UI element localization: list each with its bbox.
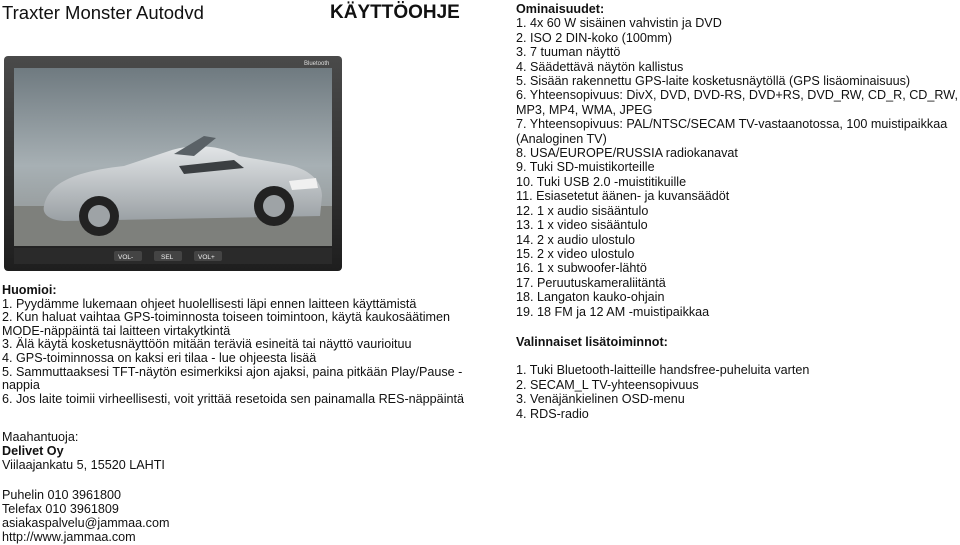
feature-item: 18. Langaton kauko-ohjain bbox=[516, 290, 665, 305]
brand-mark-label: Bluetooth bbox=[304, 61, 330, 67]
feature-item: 14. 2 x audio ulostulo bbox=[516, 232, 636, 247]
feature-item: 19. 18 FM ja 12 AM -muistipaikkaa bbox=[516, 304, 710, 319]
feature-item: 6. Yhteensopivuus: DivX, DVD, DVD-RS, DVD+RS, DVD_RW, CD_R, CD_RW, MP3, MP4, WMA, JPEG bbox=[516, 88, 958, 117]
feature-item: 10. Tuki USB 2.0 -muistitikuille bbox=[516, 174, 687, 189]
feature-item: 13. 1 x video sisääntulo bbox=[516, 218, 648, 233]
contact-phone: Puhelin 010 3961800 bbox=[2, 488, 122, 502]
feature-item: 12. 1 x audio sisääntulo bbox=[516, 203, 649, 218]
feature-item: 4. Säädettävä näytön kallistus bbox=[516, 59, 684, 74]
notes-item: 2. Kun haluat vaihtaa GPS-toiminnosta toiseen toimintoon, käytä kaukosäätimen MODE-näppäintä tai laitteen virtakytkintä bbox=[2, 310, 451, 338]
doc-heading: KÄYTTÖOHJE bbox=[330, 2, 460, 23]
vol-up-label: VOL+ bbox=[198, 254, 215, 261]
feature-item: 8. USA/EUROPE/RUSSIA radiokanavat bbox=[516, 146, 738, 161]
sel-label: SEL bbox=[161, 254, 174, 261]
optional-item: 1. Tuki Bluetooth-laitteille handsfree-puheluita varten bbox=[516, 363, 810, 378]
vol-down-label: VOL- bbox=[118, 254, 134, 261]
optional-item: 2. SECAM_L TV-yhteensopivuus bbox=[516, 377, 699, 392]
notes-item: 3. Älä käytä kosketusnäyttöön mitään teräviä esineitä tai näyttö vaurioituu bbox=[2, 337, 412, 352]
notes-item: 1. Pyydämme lukemaan ohjeet huolellisesti läpi ennen laitteen käyttämistä bbox=[2, 296, 417, 311]
feature-item: 15. 2 x video ulostulo bbox=[516, 246, 635, 261]
product-title: Traxter Monster Autodvd bbox=[2, 2, 204, 23]
notes-item: 6. Jos laite toimii virheellisesti, voit yrittää resetoida sen painamalla RES-näppäintä bbox=[2, 391, 464, 406]
notes-heading: Huomioi: bbox=[2, 283, 57, 297]
notes-section bbox=[2, 284, 492, 406]
importer-label: Maahantuoja: bbox=[2, 430, 79, 444]
notes-item: 5. Sammuttaaksesi TFT-näytön esimerkiksi ajon ajaksi, paina pitkään Play/Pause -nappia bbox=[2, 364, 463, 393]
optional-item: 3. Venäjänkielinen OSD-menu bbox=[516, 392, 685, 407]
feature-item: 9. Tuki SD-muistikorteille bbox=[516, 160, 655, 175]
feature-item: 11. Esiasetetut äänen- ja kuvansäädöt bbox=[516, 189, 730, 204]
contact-fax: Telefax 010 3961809 bbox=[2, 502, 119, 516]
product-photo bbox=[4, 56, 342, 271]
feature-item: 16. 1 x subwoofer-lähtö bbox=[516, 261, 647, 276]
contact-block bbox=[2, 488, 169, 544]
features-column bbox=[516, 2, 960, 421]
features-heading: Ominaisuudet: bbox=[516, 2, 605, 16]
feature-item: 3. 7 tuuman näyttö bbox=[516, 45, 621, 60]
contact-email[interactable]: asiakaspalvelu@jammaa.com bbox=[2, 516, 170, 530]
contact-website[interactable]: http://www.jammaa.com bbox=[2, 530, 136, 544]
notes-item: 4. GPS-toiminnossa on kaksi eri tilaa - lue ohjeesta lisää bbox=[2, 350, 317, 365]
optional-heading: Valinnaiset lisätoiminnot: bbox=[516, 334, 668, 349]
feature-item: 1. 4x 60 W sisäinen vahvistin ja DVD bbox=[516, 16, 722, 31]
importer-block bbox=[2, 430, 165, 472]
feature-item: 7. Yhteensopivuus: PAL/NTSC/SECAM TV-vastaanotossa, 100 muistipaikkaa (Analoginen TV) bbox=[516, 117, 948, 146]
feature-item: 2. ISO 2 DIN-koko (100mm) bbox=[516, 30, 673, 45]
feature-item: 17. Peruutuskameraliitäntä bbox=[516, 275, 666, 290]
feature-item: 5. Sisään rakennettu GPS-laite kosketusnäytöllä (GPS lisäominaisuus) bbox=[516, 74, 911, 89]
importer-address: Viilaajankatu 5, 15520 LAHTI bbox=[2, 458, 165, 472]
optional-item: 4. RDS-radio bbox=[516, 406, 589, 421]
importer-company: Delivet Oy bbox=[2, 444, 64, 458]
